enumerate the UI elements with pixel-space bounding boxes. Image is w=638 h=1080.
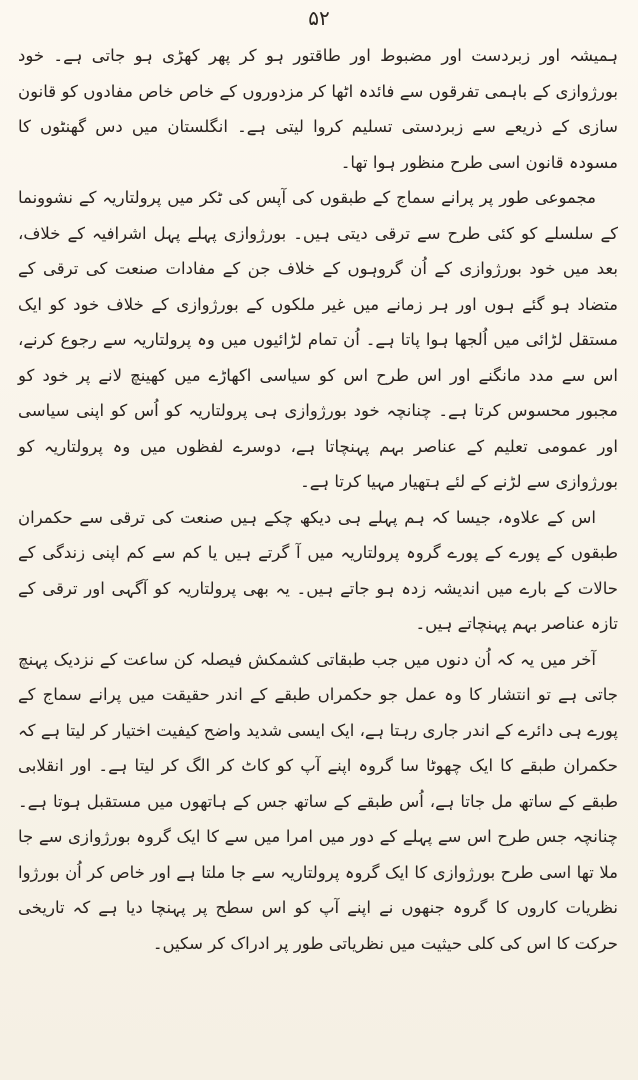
paragraph-2: مجموعی طور پر پرانے سماج کے طبقوں کی آپس کی ٹکر میں پرولتاریہ کے نشوونما کے سلسلے کو کئی طرح سے ترقی دیتی ہیں۔ بورژوازی پہلے پہل اشرافیہ کے خلاف، بعد میں خود بورژوازی کے اُن گروہوں کے خلاف جن کے مفادات صنعت کی ترقی کے متضاد ہو گئے ہوں اور ہر زمانے میں غیر ملکوں کے بورژوازی کے خلاف خود کو ایک مستقل لڑائی میں اُلجھا ہوا پاتا ہے۔ اُن تمام لڑائیوں میں وہ پرولتاریہ سے رجوع کرنے، اس سے مدد مانگنے اور اس طرح اس کو سیاسی اکھاڑے میں کھینچ لانے پر خود کو مجبور محسوس کرتا ہے۔ چنانچہ خود بورژوازی ہی پرولتاریہ کو اُس کو اپنی سیاسی اور عمومی تعلیم کے عناصر بہم پہنچاتا ہے، دوسرے لفظوں میں وہ پرولتاریہ کو بورژوازی سے لڑنے کے لئے ہتھیار مہیا کرتا ہے۔ xyxy=(18,188,618,491)
paragraph-1: ہمیشہ اور زبردست اور مضبوط اور طاقتور ہو کر پھر کھڑی ہو جاتی ہے۔ خود بورژوازی کے باہمی تفرقوں سے فائدہ اٹھا کر مزدوروں کے خاص خاص مفادوں کو قانون سازی کے ذریعے سے زبردستی تسلیم کروا لیتی ہے۔ انگلستان میں دس گھنٹوں کا مسودہ قانون اسی طرح منظور ہوا تھا۔ xyxy=(18,46,618,172)
paragraph-4: آخر میں یہ کہ اُن دنوں میں جب طبقاتی کشمکش فیصلہ کن ساعت کے نزدیک پہنچ جاتی ہے تو انتشار کا وہ عمل جو حکمراں طبقے کے اندر حقیقت میں پرانے سماج کے پورے ہی دائرے کے اندر جاری رہتا ہے، ایک ایسی شدید واضح کیفیت اختیار کر لیتا ہے کہ حکمران طبقے کا ایک چھوٹا سا گروہ اپنے آپ کو کاٹ کر الگ کر لیتا ہے۔ اور انقلابی طبقے کے ساتھ مل جاتا ہے، اُس طبقے کے ساتھ جس کے ہاتھوں میں مستقبل ہوتا ہے۔ چنانچہ جس طرح اس سے پہلے کے دور میں امرا میں سے کا ایک گروہ بورژوازی سے جا ملا تھا اسی طرح بورژوازی کا ایک گروہ پرولتاریہ سے جا ملتا ہے اور خاص کر اُن بورژوا نظریات کاروں کا گروہ جنھوں نے اپنے آپ کو اس سطح پر پہنچا دیا ہے کہ تاریخی حرکت کا اس کی کلی حیثیت میں نظریاتی طور پر ادراک کر سکیں۔ xyxy=(18,649,618,953)
page-number: ۵۲ xyxy=(308,6,330,30)
page-body-text xyxy=(18,38,618,961)
paragraph-3: اس کے علاوہ، جیسا کہ ہم پہلے ہی دیکھ چکے ہیں صنعت کی ترقی سے حکمران طبقوں کے پورے کے پورے گروہ پرولتاریہ میں آ گرتے ہیں یا کم سے کم اپنی زندگی کے حالات کے بارے میں اندیشہ زدہ ہو جاتے ہیں۔ یہ بھی پرولتاریہ کو آگہی اور ترقی کے تازہ عناصر بہم پہنچاتے ہیں۔ xyxy=(18,507,618,633)
